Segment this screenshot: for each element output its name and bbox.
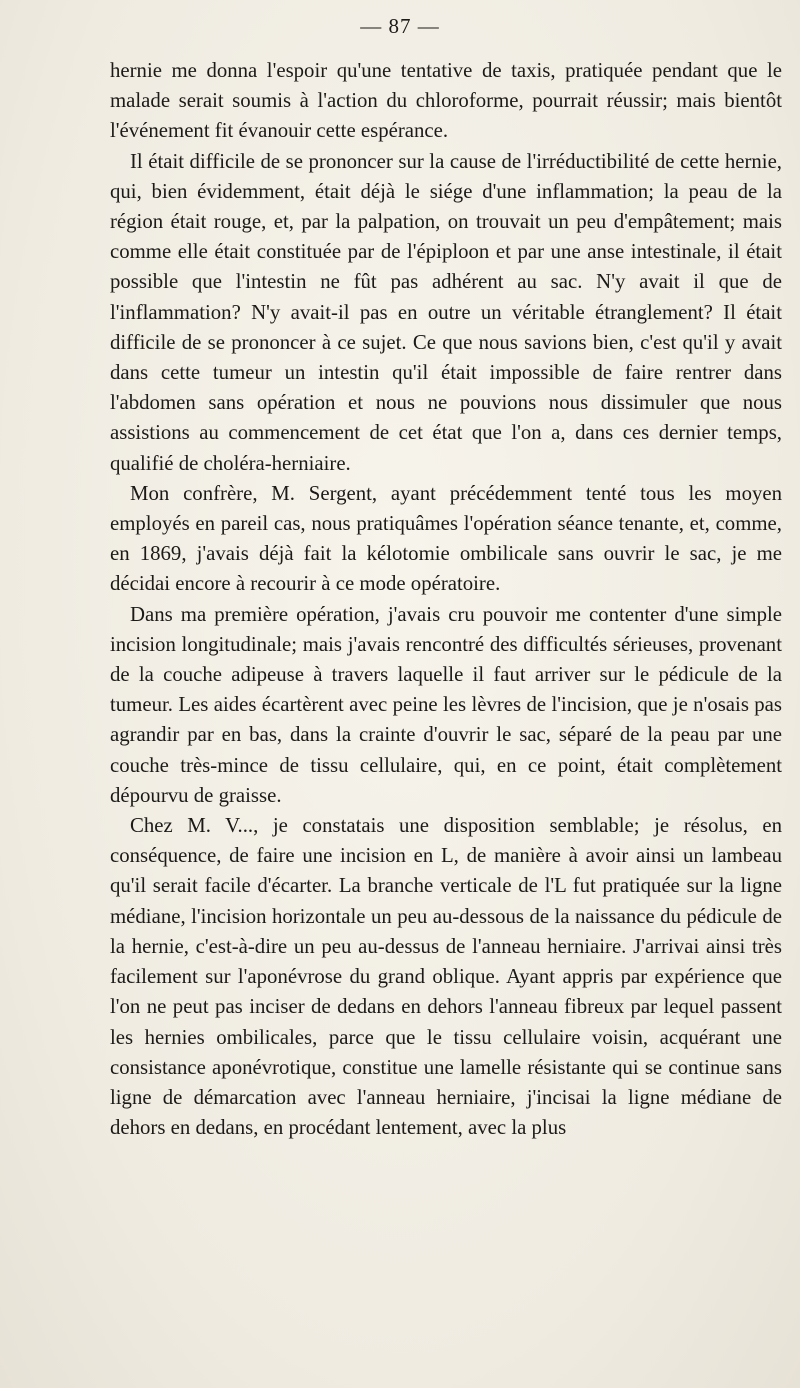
page-number: — 87 — bbox=[360, 14, 440, 38]
paragraph-1: hernie me donna l'espoir qu'une tentative de taxis, pratiquée pendant que le malade serait soumis à l'action du chloroforme, pourrait réussir; mais bientôt l'événement fit évanouir cette espérance. bbox=[110, 59, 782, 143]
paragraph-4: Dans ma première opération, j'avais cru pouvoir me contenter d'une simple incision longitudinale; mais j'avais rencontré des difficultés sérieuses, provenant de la couche adipeuse à travers laquelle il faut arriver sur le pédicule de la tumeur. Les aides écartèrent avec peine les lèvres de l'incision, que je n'osais pas agrandir par en bas, dans la crainte d'ouvrir le sac, séparé de la peau par une couche très-mince de tissu cellulaire, qui, en ce point, était complètement dépourvu de graisse. bbox=[110, 602, 782, 807]
paragraph-5: Chez M. V..., je constatais une disposition semblable; je résolus, en conséquence, de faire une incision en L, de manière à avoir ainsi un lambeau qu'il serait facile d'écarter. La branche verticale de l'L fut pratiquée sur la ligne médiane, l'incision horizontale un peu au-dessous de la naissance du pédicule de la hernie, c'est-à-dire un peu au-dessus de l'anneau herniaire. J'arrivai ainsi très facilement sur l'aponévrose du grand oblique. Ayant appris par expérience que l'on ne peut pas inciser de dedans en dehors l'anneau fibreux par lequel passent les hernies ombilicales, parce que le tissu cellulaire voisin, acquérant une consistance aponévrotique, constitue une lamelle résistante qui se continue sans ligne de démarcation avec l'anneau herniaire, j'incisai la ligne médiane de dehors en dedans, en procédant lentement, avec la plus bbox=[110, 814, 782, 1140]
paragraph-3: Mon confrère, M. Sergent, ayant précédemment tenté tous les moyen employés en pareil cas, nous pratiquâmes l'opération séance tenante, et, comme, en 1869, j'avais déjà fait la kélotomie ombilicale sans ouvrir le sac, je me décidai encore à recourir à ce mode opératoire. bbox=[110, 481, 782, 596]
body-text bbox=[110, 56, 782, 1143]
paragraph-2: Il était difficile de se prononcer sur la cause de l'irréductibilité de cette hernie, qui, bien évidemment, était déjà le siége d'une inflammation; la peau de la région était rouge, et, par la palpation, on trouvait un peu d'empâtement; mais comme elle était constituée par de l'épiploon et par une anse intestinale, il était possible que l'intestin ne fût pas adhérent au sac. N'y avait il que de l'inflammation? N'y avait-il pas en outre un véritable étranglement? Il était difficile de se prononcer à ce sujet. Ce que nous savions bien, c'est qu'il y avait dans cette tumeur un intestin qu'il était impossible de faire rentrer dans l'abdomen sans opération et nous ne pouvions nous dissimuler que nous assistions au commencement de cet état que l'on a, dans ces dernier temps, qualifié de choléra-herniaire. bbox=[110, 149, 782, 475]
